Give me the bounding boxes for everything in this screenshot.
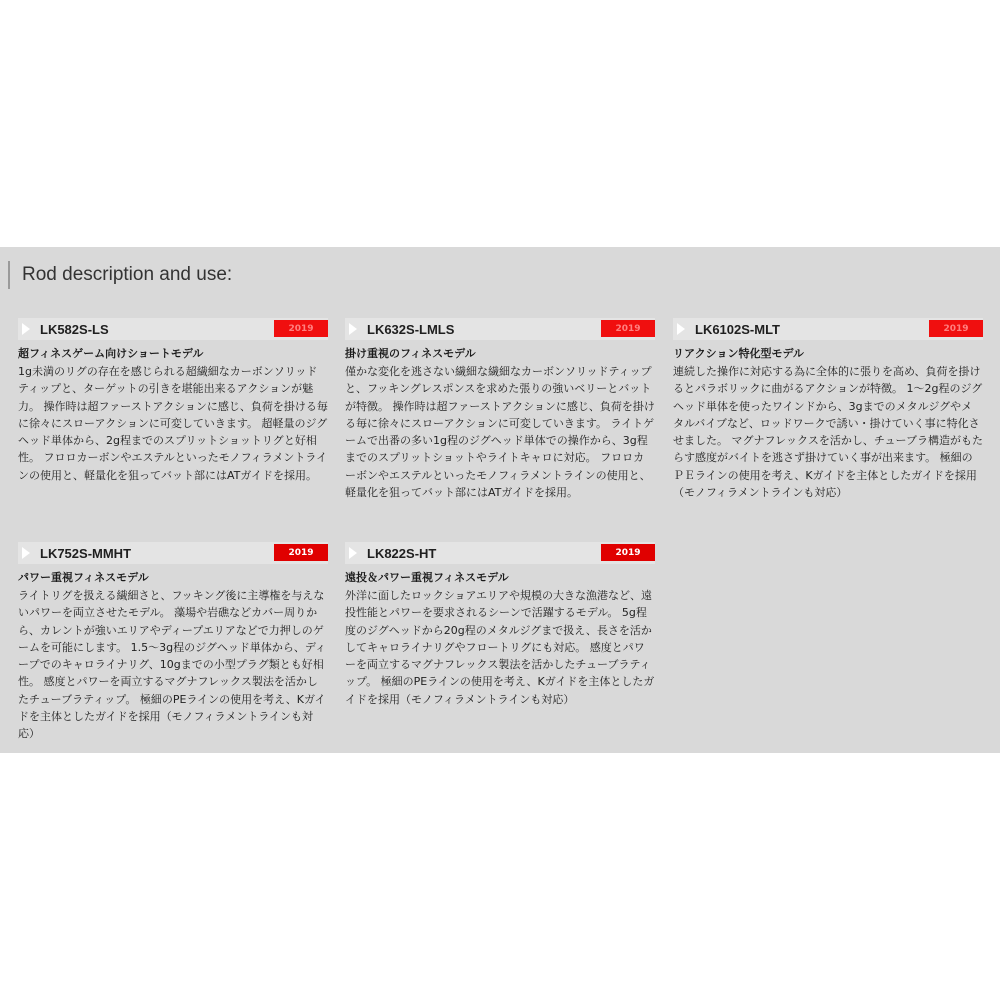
play-triangle-icon — [22, 547, 30, 559]
rod-card-header — [345, 318, 655, 340]
rod-description-panel — [0, 247, 1000, 753]
rod-description: ライトリグを扱える繊細さと、フッキング後に主導権を与えないパワーを両立させたモデル。 藻場や岩礁などカバー周りから、カレントが強いエリアやディープエリアなどで力押しのゲームを可能にします。 1.5～3g程のジグヘッド単体から、ディープでのキャロライナリグ、10gまでの小型プラグ類とも好相性。 感度とパワーを両立するマグナフレックス製法を活かしたチューブラティップ。 極細のPEラインの使用を考え、Kガイドを主体としたガイドを採用（モノフィラメントラインも対応） — [18, 589, 326, 741]
year-badge: 2019 — [601, 320, 655, 337]
rod-card-header — [18, 318, 328, 340]
rod-description: 僅かな変化を逃さない繊細な繊細なカーボンソリッドティップと、フッキングレスポンスを求めた張りの強いベリーとバットが特徴。 操作時は超ファーストアクションに感じ、負荷を掛ける毎に徐々にスローアクションに可変していきます。 ライトゲームで出番の多い1g程のジグヘッド単体での操作から、3g程までのスプリットショットやライトキャロに対応。 フロロカーボンやエステルといったモノフィラメントラインの使用と、軽量化を狙ってバット部にはATガイドを採用。 — [345, 365, 655, 500]
rod-subtitle: 掛け重視のフィネスモデル — [345, 347, 476, 360]
rod-model-name: LK582S-LS — [40, 321, 109, 337]
play-triangle-icon — [349, 323, 357, 335]
rod-card-header — [345, 542, 655, 564]
rod-card-lk582s-ls — [18, 318, 328, 484]
play-triangle-icon — [677, 323, 685, 335]
year-badge: 2019 — [929, 320, 983, 337]
year-badge: 2019 — [274, 544, 328, 561]
rod-description: 外洋に面したロックショアエリアや規模の大きな漁港など、遠投性能とパワーを要求されるシーンで活躍するモデル。 5g程度のジグヘッドから20g程のメタルジグまで扱え、長さを活かしてキャロライナリグやフロートリグにも対応。 感度とパワーを両立するマグナフレックス製法を活かしたチューブラティップ。 極細のPEラインの使用を考え、Kガイドを主体としたガイドを採用（モノフィラメントラインも対応） — [345, 589, 655, 706]
rod-card-lk822s-ht — [345, 542, 655, 708]
rod-model-name: LK6102S-MLT — [695, 321, 780, 337]
rod-model-name: LK632S-LMLS — [367, 321, 455, 337]
rod-card-header — [673, 318, 983, 340]
play-triangle-icon — [22, 323, 30, 335]
section-title: Rod description and use: — [8, 261, 232, 289]
rod-subtitle: リアクション特化型モデル — [673, 347, 804, 360]
year-badge: 2019 — [601, 544, 655, 561]
play-triangle-icon — [349, 547, 357, 559]
rod-description: 1g未満のリグの存在を感じられる超繊細なカーボンソリッドティップと、ターゲットの引きを堪能出来るアクションが魅力。 操作時は超ファーストアクションに感じ、負荷を掛ける毎に徐々にスローアクションに可変していきます。 超軽量のジグヘッド単体から、2g程までのスプリットショットリグと好相性。 フロロカーボンやエステルといったモノフィラメントラインの使用と、軽量化を狙ってバット部にはATガイドを採用。 — [18, 365, 328, 482]
rod-card-header — [18, 542, 328, 564]
rod-subtitle: 超フィネスゲーム向けショートモデル — [18, 347, 204, 360]
rod-card-lk632s-lmls — [345, 318, 655, 501]
rod-card-lk752s-mmht — [18, 542, 328, 743]
rod-model-name: LK822S-HT — [367, 545, 437, 561]
rod-subtitle: 遠投＆パワー重視フィネスモデル — [345, 571, 509, 584]
rod-description: 連続した操作に対応する為に全体的に張りを高め、負荷を掛けるとパラボリックに曲がるアクションが特徴。 1～2g程のジグヘッド単体を使ったワインドから、3gまでのメタルジグやメタルバイブなど、ロッドワークで誘い・掛けていく事に特化させました。 マグナフレックスを活かし、チューブラ構造がもたらす感度がバイトを逃さず掛けていく事が出来ます。 極細のＰＥラインの使用を考え、Kガイドを主体としたガイドを採用（モノフィラメントラインも対応） — [673, 365, 983, 500]
rod-model-name: LK752S-MMHT — [40, 545, 132, 561]
year-badge: 2019 — [274, 320, 328, 337]
rod-card-lk6102s-mlt — [673, 318, 983, 501]
rod-subtitle: パワー重視フィネスモデル — [18, 571, 149, 584]
